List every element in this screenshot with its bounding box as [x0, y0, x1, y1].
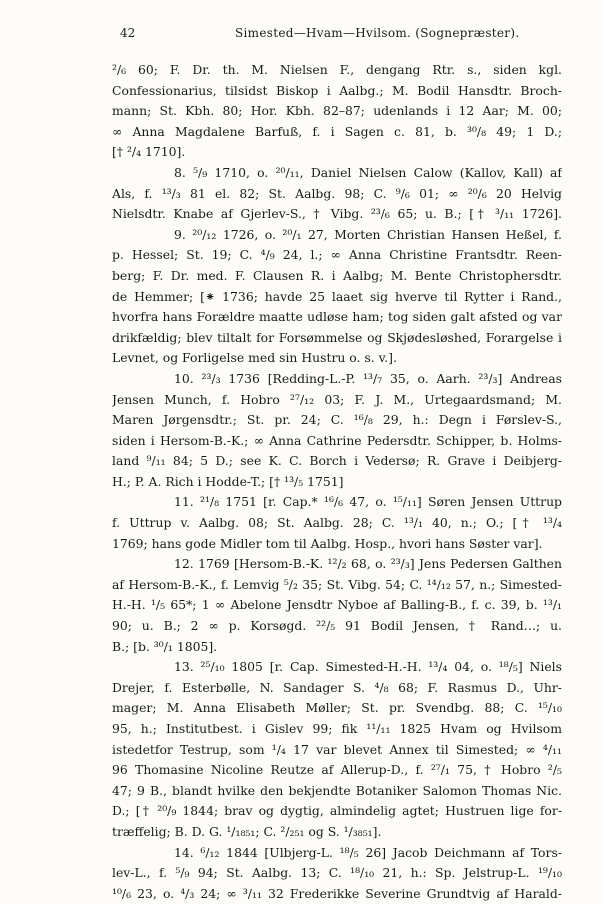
text-line: mann; St. Kbh. 80; Hor. Kbh. 82–87; udenlands i 12 Aar; M. 00; — [112, 103, 562, 119]
text-line: [† ²/₄ 1710]. — [112, 144, 186, 160]
text-line: af Hersom-B.-K., f. Lemvig ⁵/₂ 35; St. Vibg. 54; C. ¹⁴/₁₂ 57, n.; Simested- — [112, 576, 562, 592]
text-line: de Hemmer; [⁕ 1736; havde 25 laaet sig hverve til Rytter i Rand., — [112, 288, 562, 304]
text-line: ¹⁰/₆ 23, o. ⁴/₃ 24; ∞ ³/₁₁ 32 Frederikke Severine Grundtvig af Harald- — [112, 885, 562, 901]
page-header — [120, 26, 562, 44]
running-title: Simested—Hvam—Hvilsom. (Sognepræster). — [235, 26, 520, 40]
text-line: lev-L., f. ⁵/₉ 94; St. Aalbg. 13; C. ¹⁸/₁₀ 21, h.: Sp. Jelstrup-L. ¹⁹/₁₀ — [112, 865, 562, 881]
text-line: 13. ²⁵/₁₀ 1805 [r. Cap. Simested-H.-H. ¹³/₄ 04, o. ¹⁸/₅] Niels — [174, 659, 562, 675]
text-line: 47; 9 B., blandt hvilke den bekjendte Botaniker Salomon Thomas Nic. — [112, 782, 562, 798]
text-line: drikfældig; blev tiltalt for Forsømmelse og Skjødesløshed, Forargelse i — [112, 329, 562, 345]
text-line: f. Uttrup v. Aalbg. 08; St. Aalbg. 28; C. ¹³/₁ 40, n.; O.; [† ¹³/₄ — [112, 515, 562, 531]
text-line: B.; [b. ³⁰/₁ 1805]. — [112, 638, 218, 654]
text-line: 9. ²⁰/₁₂ 1726, o. ²⁰/₁ 27, Morten Christian Hansen Heßel, f. — [174, 226, 562, 242]
text-line: 8. ⁵/₉ 1710, o. ²⁰/₁₁, Daniel Nielsen Calow (Kallov, Kall) af — [174, 164, 562, 180]
text-line: Maren Jørgensdtr.; St. pr. 24; C. ¹⁶/₈ 29, h.: Degn i Førslev-S., — [112, 412, 562, 428]
text-line: Jensen Munch, f. Hobro ²⁷/₁₂ 03; F. J. M., Urtegaardsmand; M. — [112, 391, 562, 407]
text-line: 11. ²¹/₈ 1751 [r. Cap.* ¹⁶/₆ 47, o. ¹⁵/₁₁] Søren Jensen Uttrup — [174, 494, 562, 510]
text-line: Drejer, f. Esterbølle, N. Sandager S. ⁴/₈ 68; F. Rasmus D., Uhr- — [112, 679, 562, 695]
text-line: land ⁹/₁₁ 84; 5 D.; see K. C. Borch i Vedersø; R. Grave i Deibjerg- — [112, 453, 562, 469]
text-line: Confessionarius, tilsidst Biskop i Aalbg.; M. Bodil Hansdtr. Broch- — [112, 82, 562, 98]
text-line: træffelig; B. D. G. ¹/₁₈₅₁; C. ²/₂₅₁ og S. ¹/₃₈₅₁]. — [112, 823, 382, 839]
text-line: Nielsdtr. Knabe af Gjerlev-S., † Vibg. ²³/₆ 65; u. B.; [† ³/₁₁ 1726]. — [112, 206, 562, 222]
text-line: Als, f. ¹³/₃ 81 el. 82; St. Aalbg. 98; C. ⁹/₆ 01; ∞ ²⁰/₆ 20 Helvig — [112, 185, 562, 201]
text-line: mager; M. Anna Elisabeth Møller; St. pr. Svendbg. 88; C. ¹⁵/₁₀ — [112, 700, 562, 716]
text-line: 10. ²³/₃ 1736 [Redding-L.-P. ¹³/₇ 35, o. Aarh. ²³/₃] Andreas — [174, 370, 562, 386]
text-line: siden i Hersom-B.-K.; ∞ Anna Cathrine Pedersdtr. Schipper, b. Holms- — [112, 432, 562, 448]
text-line: H.; P. A. Rich i Hodde-T.; [† ¹³/₅ 1751] — [112, 473, 344, 489]
text-line: istedetfor Testrup, som ¹/₄ 17 var blevet Annex til Simested; ∞ ⁴/₁₁ — [112, 741, 562, 757]
text-line: p. Hessel; St. 19; C. ⁴/₉ 24, l.; ∞ Anna Christine Frantsdtr. Reen- — [112, 247, 562, 263]
text-line: Levnet, og Forligelse med sin Hustru o. s. v.]. — [112, 350, 397, 366]
text-line: H.-H. ¹/₅ 65*; 1 ∞ Abelone Jensdtr Nyboe af Balling-B., f. c. 39, b. ¹³/₁ — [112, 597, 562, 613]
text-line: berg; F. Dr. med. F. Clausen R. i Aalbg; M. Bente Christophersdtr. — [112, 267, 562, 283]
text-line: D.; [† ²⁰/₉ 1844; brav og dygtig, almindelig agtet; Hustruen lige for- — [112, 803, 562, 819]
text-line: ²/₆ 60; F. Dr. th. M. Nielsen F., dengang Rtr. s., siden kgl. — [112, 62, 562, 77]
text-line: ∞ Anna Magdalene Barfuß, f. i Sagen c. 81, b. ³⁰/₈ 49; 1 D.; — [112, 123, 562, 139]
text-line: hvorfra hans Forældre maatte udløse ham; tog siden galt afsted og var — [112, 309, 562, 325]
text-line: 1769; hans gode Midler tom til Aalbg. Hosp., hvori hans Søster var]. — [112, 535, 543, 551]
text-body — [112, 60, 562, 904]
text-line: 12. 1769 [Hersom-B.-K. ¹²/₂ 68, o. ²³/₃] Jens Pedersen Galthen — [174, 556, 562, 572]
text-line: 14. ⁶/₁₂ 1844 [Ulbjerg-L. ¹⁸/₅ 26] Jacob Deichmann af Tors- — [174, 844, 562, 860]
text-line: 95, h.; Institutbest. i Gislev 99; fik ¹¹/₁₁ 1825 Hvam og Hvilsom — [112, 721, 562, 736]
page-number: 42 — [120, 26, 136, 40]
text-line: 96 Thomasine Nicoline Reutze af Allerup-D., f. ²⁷/₁ 75, † Hobro ²/₅ — [112, 762, 562, 778]
text-line: 90; u. B.; 2 ∞ p. Korsøgd. ²²/₅ 91 Bodil Jensen, † Rand…; u. — [112, 618, 562, 634]
